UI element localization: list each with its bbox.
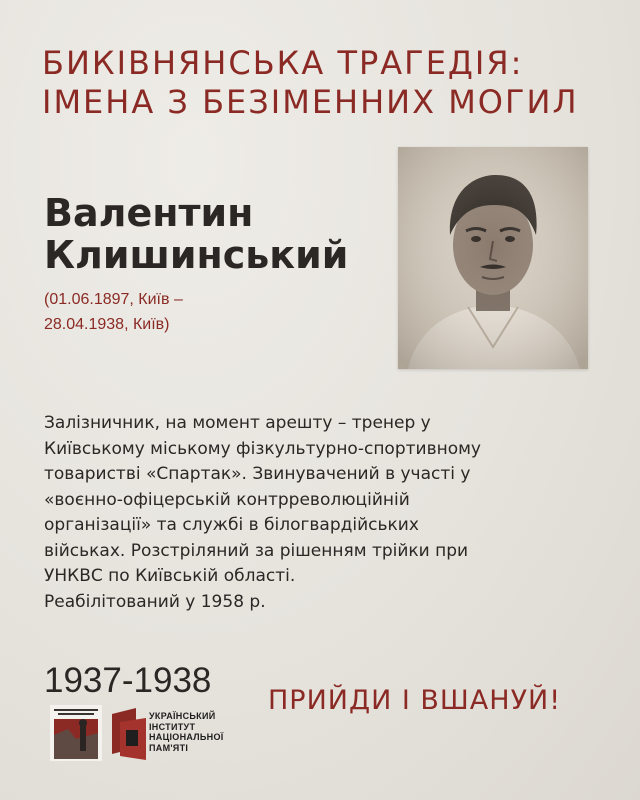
heading-line-1: БИКІВНЯНСЬКА ТРАГЕДІЯ: bbox=[42, 44, 524, 82]
poster-heading bbox=[42, 44, 602, 122]
person-last-name: Клишинський bbox=[44, 233, 349, 277]
bio-line: Залізничник, на момент арешту – тренер у bbox=[44, 413, 431, 433]
dates-line-1: (01.06.1897, Київ – bbox=[44, 291, 183, 308]
institute-line-4: ПАМ'ЯТІ bbox=[149, 742, 189, 753]
institute-line-3: НАЦІОНАЛЬНОЇ bbox=[149, 732, 224, 742]
bykivnia-memorial-logo bbox=[50, 705, 102, 761]
person-name bbox=[44, 192, 348, 276]
bio-line: УНКВС по Київській області. bbox=[44, 566, 296, 586]
person-first-name: Валентин bbox=[44, 191, 254, 235]
institute-line-2: ІНСТИТУТ bbox=[149, 721, 196, 732]
bio-line: військах. Розстріляний за рішенням трійки при bbox=[44, 540, 469, 561]
bio-line: організації» та службі в білогвардійських bbox=[44, 515, 419, 535]
bio-line: Київському міському фізкультурно-спортивному bbox=[44, 438, 481, 459]
institute-name bbox=[149, 711, 224, 753]
call-to-action: ПРИЙДИ І ВШАНУЙ! bbox=[268, 685, 562, 716]
uinp-logo bbox=[112, 708, 146, 760]
person-dates bbox=[44, 287, 183, 337]
biography-text bbox=[44, 411, 604, 615]
heading-line-2: ІМЕНА З БЕЗІМЕННИХ МОГИЛ bbox=[42, 83, 579, 121]
portrait-photo bbox=[398, 147, 588, 369]
bio-line: «воєнно-офіцерській контрреволюційній bbox=[44, 489, 410, 510]
years-label: 1937-1938 bbox=[44, 661, 212, 700]
bio-line: Реабілітований у 1958 р. bbox=[44, 591, 266, 612]
institute-line-1: УКРАЇНСЬКИЙ bbox=[149, 711, 216, 721]
bio-line: товаристві «Спартак». Звинувачений в участі у bbox=[44, 464, 471, 484]
dates-line-2: 28.04.1938, Київ) bbox=[44, 316, 170, 333]
